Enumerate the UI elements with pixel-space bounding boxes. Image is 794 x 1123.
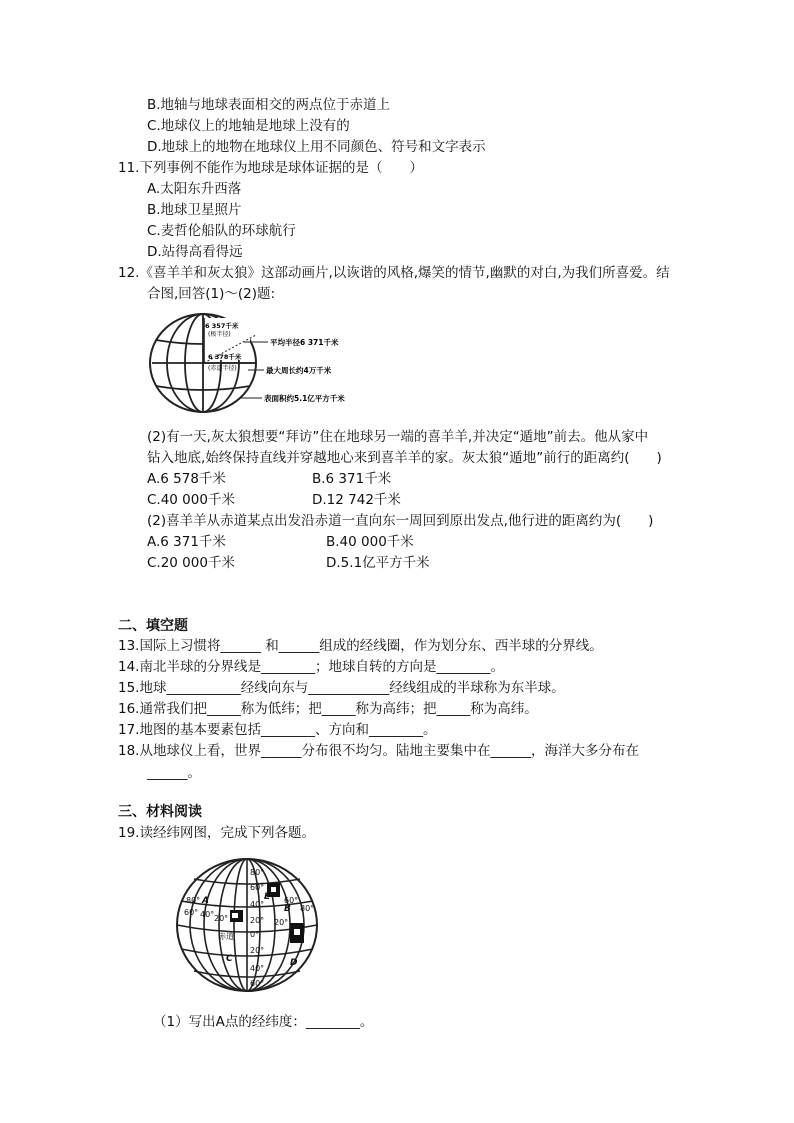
q12-sub2-option-a: A.6 371千米 [147, 534, 226, 550]
q11-option-c: C.麦哲伦船队的环球航行 [147, 223, 296, 239]
q12-sub1-option-a: A.6 578千米 [147, 471, 226, 487]
q15: 15.地球___________经线向东与____________经线组成的半球称为东半球。 [118, 680, 565, 696]
q13: 13.国际上习惯将______ 和______组成的经线圈，作为划分东、西半球的分界线。 [118, 638, 603, 654]
section-3-title: 三、材料阅读 [118, 804, 202, 820]
circumference-label: 最大周长约4万千米 [266, 366, 332, 375]
section-2-title: 二、填空题 [118, 618, 188, 634]
q14: 14.南北半球的分界线是________；地球自转的方向是________。 [118, 659, 504, 675]
q10-option-b: B.地轴与地球表面相交的两点位于赤道上 [147, 97, 391, 113]
side-label-40: 40° [200, 910, 215, 919]
q11-option-d: D.站得高看得远 [147, 244, 243, 260]
mean-radius-label: 平均半径6 371千米 [270, 338, 339, 347]
graticule-globe-figure [172, 855, 324, 995]
lat-label-60n: 60° [250, 883, 265, 892]
q12-sub1-stem-cont: 钻入地底,始终保持直线并穿越地心来到喜羊羊的家。灰太狼“遁地”前行的距离约( ) [147, 450, 662, 466]
point-d-label: D [290, 958, 298, 968]
q18: 18.从地球仪上看，世界______分布很不均匀。陆地主要集中在______，海洋大多分布在 [118, 743, 639, 759]
point-c-label: C [226, 954, 233, 964]
equator-label: 赤道 [218, 932, 234, 941]
equator-radius-note: (赤道半径) [208, 365, 237, 372]
q18-cont: ______。 [147, 765, 201, 781]
surface-area-label: 表面积约5.1亿平方千米 [264, 394, 345, 403]
lat-label-60s: 60° [250, 979, 265, 988]
q12-sub1-option-b: B.6 371千米 [312, 471, 392, 487]
lat-label-80n: 80° [250, 868, 265, 877]
q16: 16.通常我们把_____称为低纬；把_____称为高纬；把_____称为高纬。 [118, 701, 538, 717]
q11-option-b: B.地球卫星照片 [147, 202, 242, 218]
lat-label-40n: 40° [250, 900, 265, 909]
q19-stem: 19.读经纬网图，完成下列各题。 [118, 825, 315, 841]
q12-sub2-stem: (2)喜羊羊从赤道某点出发沿赤道一直向东一周回到原出发点,他行进的距离约为( ) [147, 513, 654, 529]
earth-dimensions-figure [148, 312, 378, 418]
q12-sub2-option-c: C.20 000千米 [147, 555, 235, 571]
side-label-right-20: 20° [274, 918, 289, 927]
polar-radius-note: (极半径) [208, 331, 231, 338]
q17: 17.地图的基本要素包括________、方向和________。 [118, 722, 437, 738]
lat-label-20s: 20° [250, 946, 265, 955]
point-a-label: A [202, 896, 209, 906]
q12-stem-cont: 合图,回答(1)～(2)题: [147, 286, 276, 302]
q12-sub2-option-b: B.40 000千米 [326, 534, 414, 550]
polar-radius-label: 6 357千米 [205, 322, 239, 330]
side-label-right-80: 80° [300, 904, 315, 913]
q12-sub2-option-d: D.5.1亿平方千米 [326, 555, 430, 571]
q12-stem: 12.《喜羊羊和灰太狼》这部动画片,以诙谐的风格,爆笑的情节,幽默的对白,为我们所喜爱。结 [118, 265, 670, 281]
q19-sub1: （1）写出A点的经纬度：________。 [153, 1014, 374, 1030]
point-b-label: B [284, 904, 291, 914]
lat-label-equator: 0° [250, 930, 260, 939]
lat-label-40s: 40° [250, 964, 265, 973]
q10-option-c: C.地球仪上的地轴是地球上没有的 [147, 118, 350, 134]
side-label-right-60: 60° [284, 896, 299, 905]
lat-label-20n: 20° [250, 916, 265, 925]
equator-radius-label: 6 378千米 [208, 353, 242, 361]
q12-sub1-option-d: D.12 742千米 [312, 492, 401, 508]
q11-stem: 11.下列事例不能作为地球是球体证据的是（ ） [118, 160, 423, 176]
q12-sub1-option-c: C.40 000千米 [147, 492, 235, 508]
q12-sub1-stem: (2)有一天,灰太狼想要“拜访”住在地球另一端的喜羊羊,并决定“遁地”前去。他从家中 [147, 429, 649, 445]
q11-option-a: A.太阳东升西落 [147, 181, 242, 197]
side-label-20: 20° [214, 914, 229, 923]
q10-option-d: D.地球上的地物在地球仪上用不同颜色、符号和文字表示 [147, 139, 486, 155]
point-e-label: E [264, 892, 271, 902]
side-label-80: 80° [186, 896, 201, 905]
side-label-60: 60° [184, 908, 199, 917]
